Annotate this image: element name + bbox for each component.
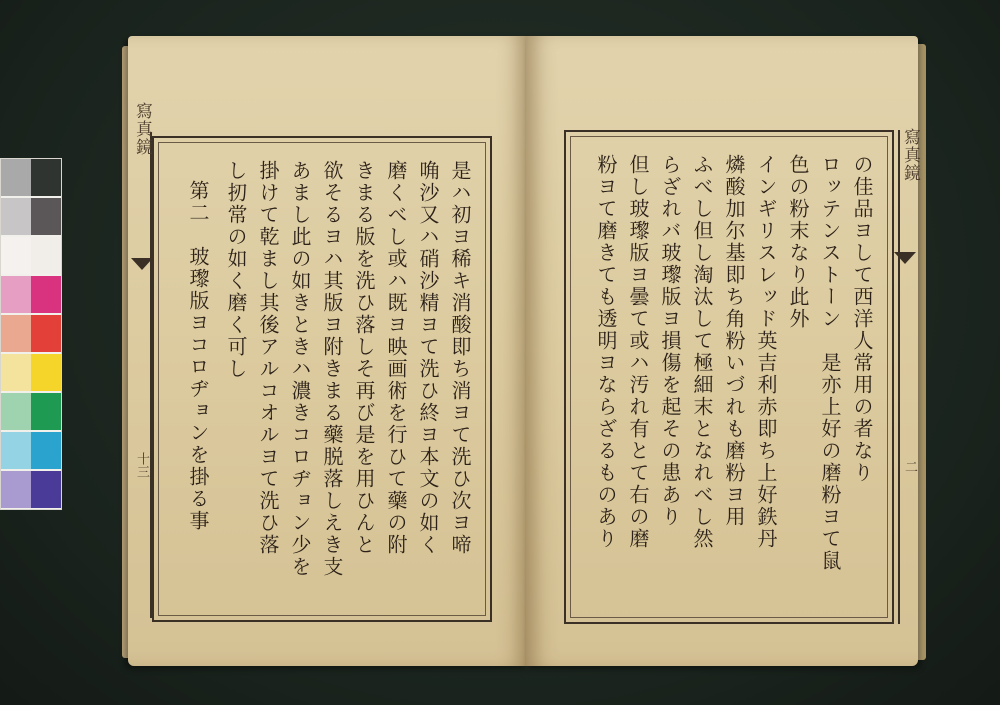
right-text-column-2: ロッテンストーン 是亦上好の磨粉ヨて鼠 — [818, 154, 842, 572]
swatch-black — [31, 159, 61, 196]
left-text-column-5: 欲そるヨハ其版ヨ附きまる藥脱落しえき支 — [320, 160, 344, 578]
left-text-column-3: 磨くべし或ハ既ヨ映画術を行ひて藥の附 — [384, 160, 408, 556]
swatch-pale-yellow — [1, 354, 31, 391]
swatch-white-2 — [31, 237, 61, 274]
swatch-salmon — [1, 315, 31, 352]
swatch-purple — [31, 471, 61, 508]
left-text-column-7: 掛けて乾まし其後アルコオルヨて洗ひ落 — [256, 160, 280, 556]
swatch-pink — [1, 276, 31, 313]
right-page-number: 二 — [902, 460, 917, 473]
left-page — [128, 36, 528, 666]
color-calibration-strip — [0, 158, 62, 510]
left-gutter-title: 寫真鏡 — [132, 102, 152, 156]
right-gutter-title: 寫真鏡 — [900, 128, 920, 182]
swatch-light-gray — [1, 159, 31, 196]
right-text-column-9: 粉ヨて磨きても透明ヨならざるものあり — [594, 154, 618, 550]
right-text-column-7: らざれバ玻瓈版ヨ損傷を起その患あり — [658, 154, 682, 528]
right-text-column-5: 燐酸加尔基即ち角粉いづれも磨粉ヨ用 — [722, 154, 746, 528]
swatch-magenta — [31, 276, 61, 313]
left-text-column-8: し扨常の如く磨く可し — [224, 160, 248, 380]
swatch-lavender — [1, 471, 31, 508]
swatch-green — [31, 393, 61, 430]
left-text-column-4: きまる版を洗ひ落しそ再び是を用ひんと — [352, 160, 376, 556]
swatch-red — [31, 315, 61, 352]
right-text-column-4: インギリスレッド英吉利赤即ち上好鉄丹 — [754, 154, 778, 550]
left-text-column-1: 是ハ初ヨ稀キ消酸即ち消ヨて洗ひ次ヨ啼 — [448, 160, 472, 556]
right-text-column-8: 但し玻瓈版ヨ曇て或ハ汚れ有とて右の磨 — [626, 154, 650, 550]
left-fishtail-mark — [131, 258, 153, 270]
swatch-dark-gray — [31, 198, 61, 235]
right-text-column-1: の佳品ヨして西洋人常用の者なり — [850, 154, 874, 484]
swatch-white — [1, 237, 31, 274]
swatch-pale-gray — [1, 198, 31, 235]
swatch-pale-cyan — [1, 432, 31, 469]
right-page — [526, 36, 918, 666]
right-text-column-6: ふべし但し淘汰して極細末となれべし然 — [690, 154, 714, 550]
right-fishtail-mark — [894, 252, 916, 264]
left-page-number: 十三 — [134, 452, 149, 478]
swatch-yellow — [31, 354, 61, 391]
right-gutter-rule — [898, 130, 900, 624]
swatch-cyan — [31, 432, 61, 469]
right-text-column-3: 色の粉末なり此外 — [786, 154, 810, 330]
left-section-heading: 第二 玻瓈版ヨコロヂョンを掛る事 — [186, 180, 210, 532]
swatch-pale-green — [1, 393, 31, 430]
left-text-column-6: あまし此の如きときハ濃きコロヂョン少を — [288, 160, 312, 578]
left-text-column-2: 唃沙又ハ硝沙精ヨて洗ひ終ヨ本文の如く — [416, 160, 440, 556]
open-book — [128, 36, 918, 666]
